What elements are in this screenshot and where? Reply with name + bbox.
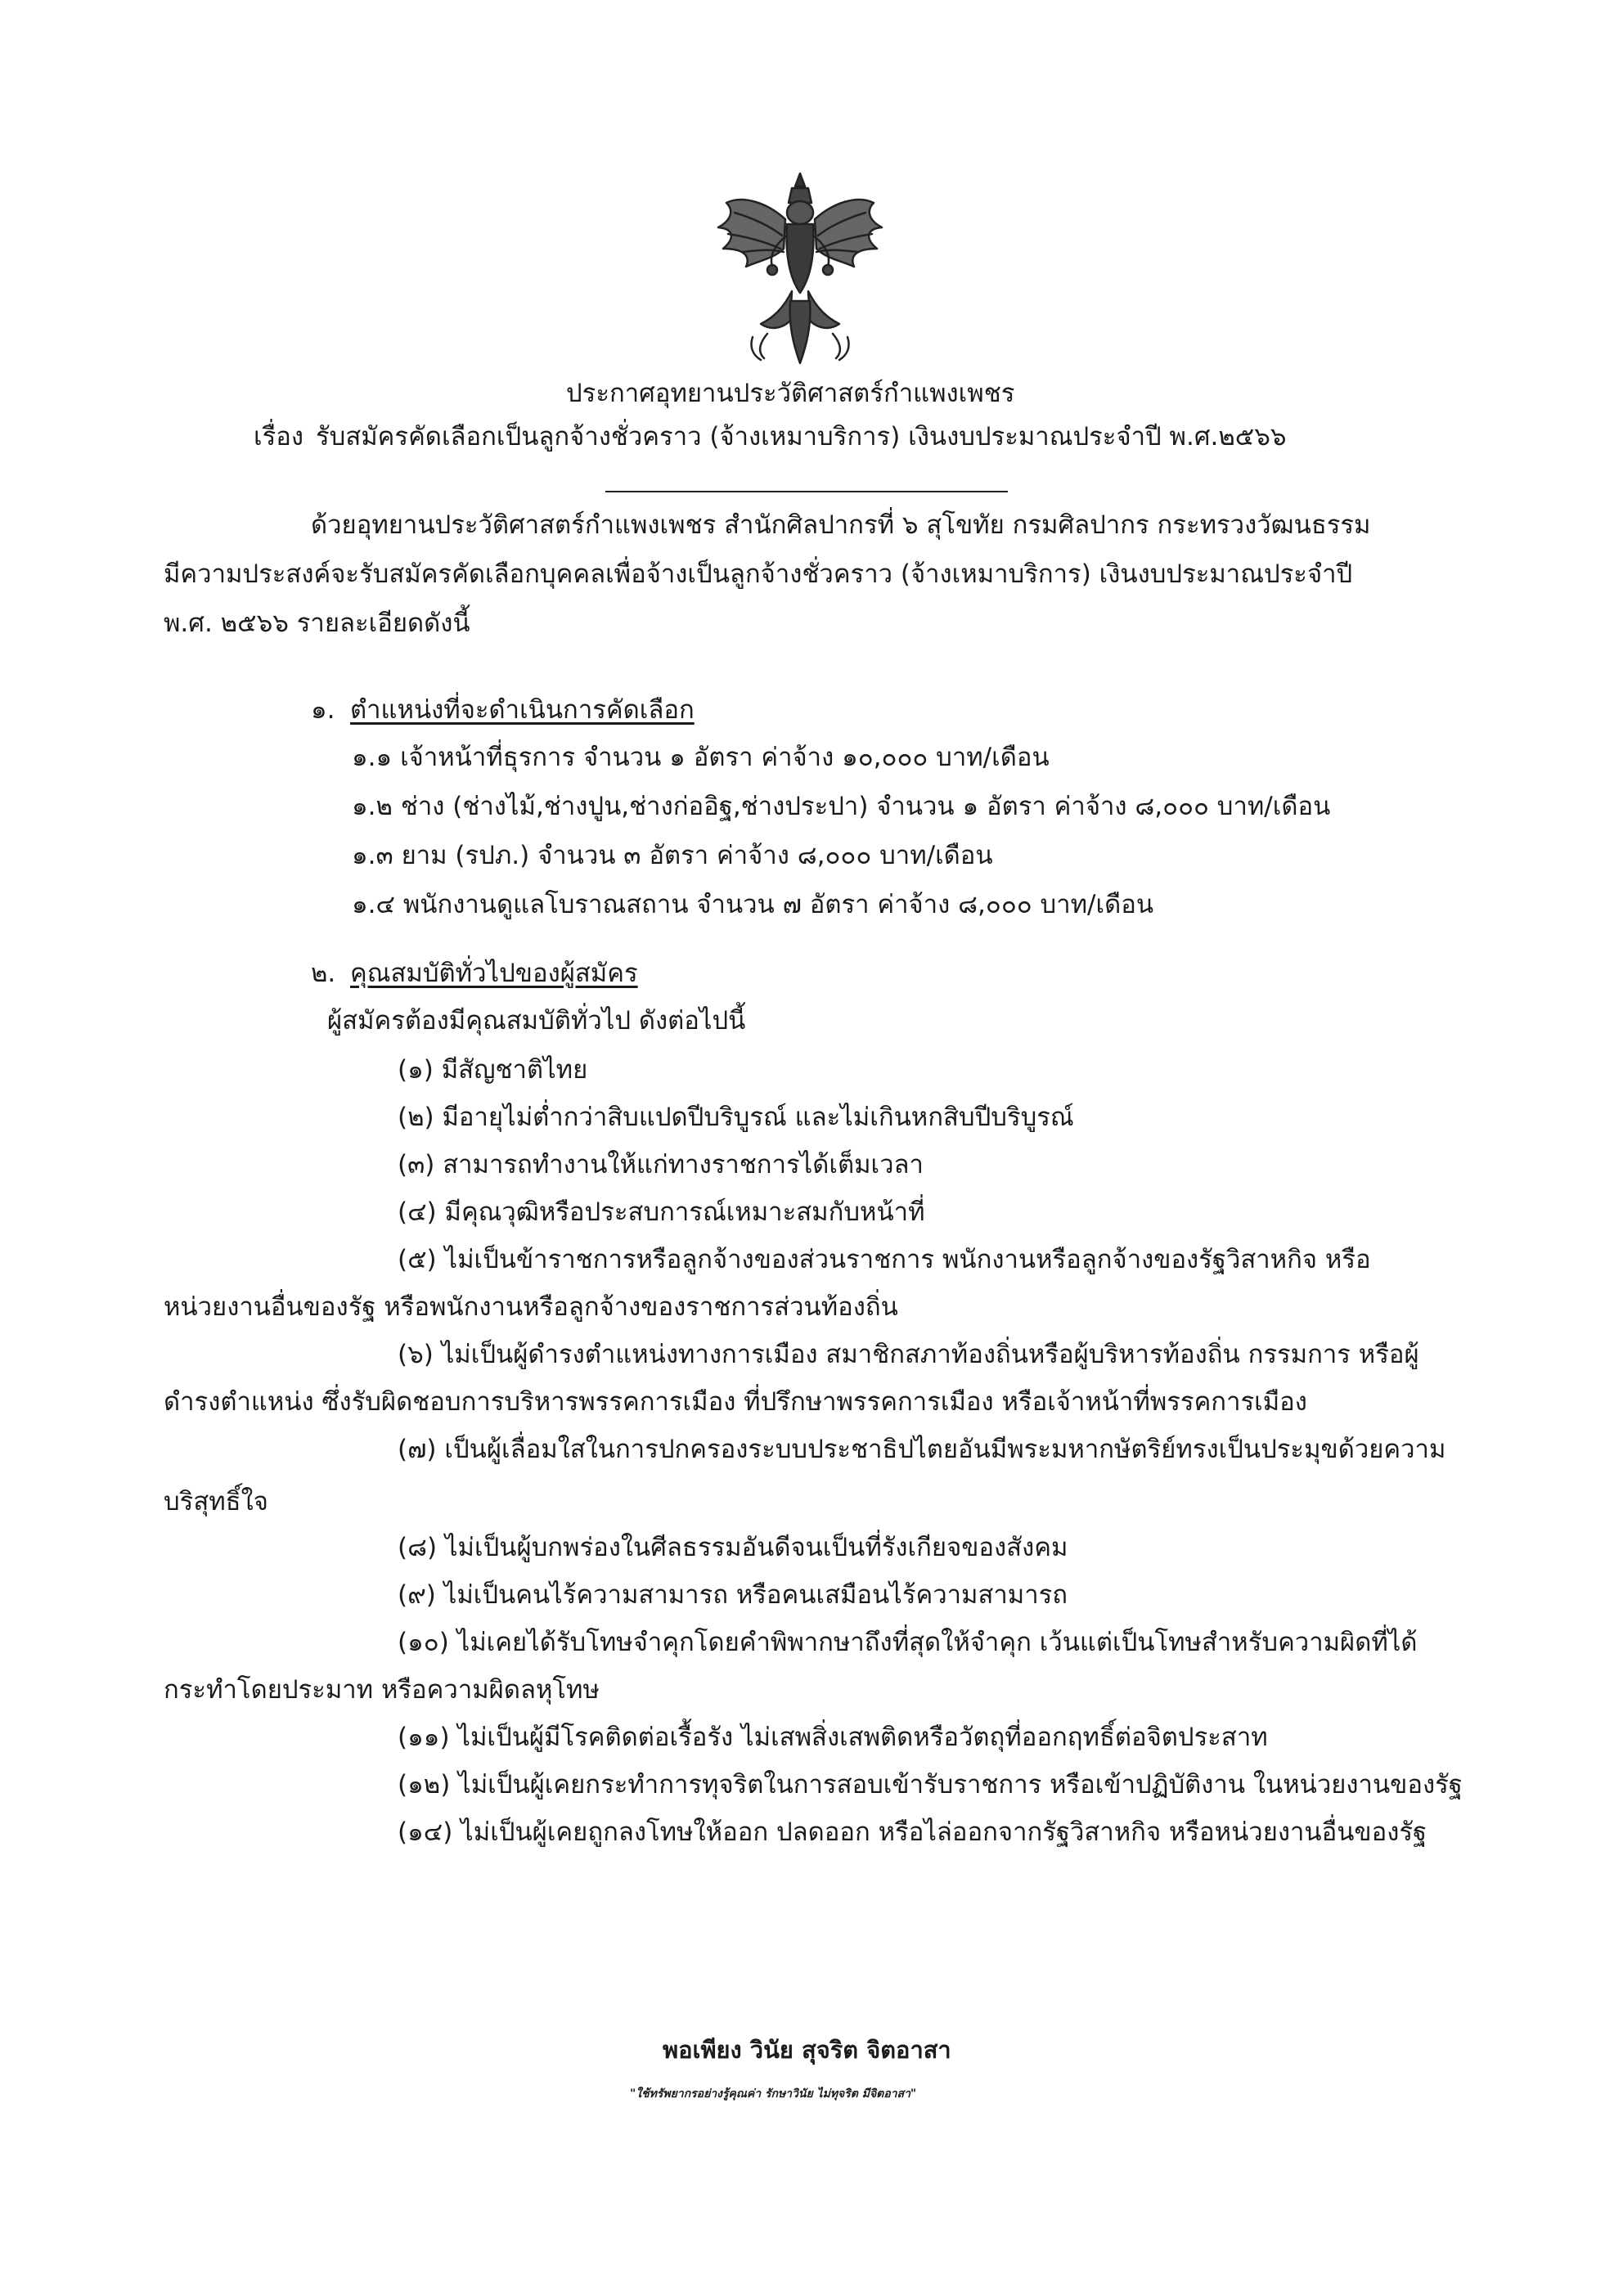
intro-line-1: ด้วยอุทยานประวัติศาสตร์กำแพงเพชร สำนักศิลปากรที่ ๖ สุโขทัย กรมศิลปากร กระทรวงวัฒนธรรม <box>311 510 1371 540</box>
title-divider <box>605 491 1008 492</box>
subject-text: รับสมัครคัดเลือกเป็นลูกจ้างชั่วคราว (จ้างเหมาบริการ) เงินงบประมาณประจำปี พ.ศ.๒๕๖๖ <box>316 422 1287 452</box>
position-item: ๑.๔ พนักงานดูแลโบราณสถาน จำนวน ๗ อัตรา ค่าจ้าง ๘,๐๐๐ บาท/เดือน <box>352 890 1154 919</box>
subject-label: เรื่อง <box>254 422 304 452</box>
section-1-number: ๑. <box>311 695 335 725</box>
intro-line-2: มีความประสงค์จะรับสมัครคัดเลือกบุคคลเพื่อจ้างเป็นลูกจ้างชั่วคราว (จ้างเหมาบริการ) เงินงบประมาณประจำปี <box>164 559 1353 589</box>
qualification-item-continued: หน่วยงานอื่นของรัฐ หรือพนักงานหรือลูกจ้างของราชการส่วนท้องถิ่น <box>164 1292 898 1322</box>
qualification-item: (๑๔) ไม่เป็นผู้เคยถูกลงโทษให้ออก ปลดออก หรือไล่ออกจากรัฐวิสาหกิจ หรือหน่วยงานอื่นของรัฐ <box>398 1817 1427 1847</box>
qualification-item: (๓) สามารถทำงานให้แก่ทางราชการได้เต็มเวลา <box>398 1150 924 1179</box>
announcement-title: ประกาศอุทยานประวัติศาสตร์กำแพงเพชร <box>566 379 1015 408</box>
qualification-item: (๗) เป็นผู้เลื่อมใสในการปกครองระบบประชาธิปไตยอันมีพระมหากษัตริย์ทรงเป็นประมุขด้วยความ <box>398 1435 1446 1464</box>
qualification-item: (๘) ไม่เป็นผู้บกพร่องในศีลธรรมอันดีจนเป็นที่รังเกียจของสังคม <box>398 1533 1068 1562</box>
qualification-item: (๑) มีสัญชาติไทย <box>398 1055 588 1085</box>
position-item: ๑.๒ ช่าง (ช่างไม้,ช่างปูน,ช่างก่ออิฐ,ช่างประปา) จำนวน ๑ อัตรา ค่าจ้าง ๘,๐๐๐ บาท/เดือน <box>352 792 1331 821</box>
garuda-emblem <box>710 170 890 366</box>
footer-motto: พอเพียง วินัย สุจริต จิตอาสา <box>663 2036 951 2064</box>
qualification-item: (๒) มีอายุไม่ต่ำกว่าสิบแปดปีบริบูรณ์ และไม่เกินหกสิบปีบริบูรณ์ <box>398 1103 1074 1132</box>
section-2-number: ๒. <box>311 959 336 988</box>
qualification-item: (๑๑) ไม่เป็นผู้มีโรคติดต่อเรื้อรัง ไม่เสพสิ่งเสพติดหรือวัตถุที่ออกฤทธิ์ต่อจิตประสาท <box>398 1723 1268 1752</box>
qualifications-lead: ผู้สมัครต้องมีคุณสมบัติทั่วไป ดังต่อไปนี้ <box>327 1006 746 1036</box>
position-item: ๑.๓ ยาม (รปภ.) จำนวน ๓ อัตรา ค่าจ้าง ๘,๐๐๐ บาท/เดือน <box>352 841 993 870</box>
qualification-item-continued: กระทำโดยประมาท หรือความผิดลหุโทษ <box>164 1675 600 1705</box>
intro-line-3: พ.ศ. ๒๕๖๖ รายละเอียดดังนี้ <box>164 609 470 638</box>
section-1-heading: ตำแหน่งที่จะดำเนินการคัดเลือก <box>350 695 695 725</box>
qualification-item: (๖) ไม่เป็นผู้ดำรงตำแหน่งทางการเมือง สมาชิกสภาท้องถิ่นหรือผู้บริหารท้องถิ่น กรรมการ หรือผู้ <box>398 1340 1419 1369</box>
qualification-item: (๑๐) ไม่เคยได้รับโทษจำคุกโดยคำพิพากษาถึงที่สุดให้จำคุก เว้นแต่เป็นโทษสำหรับความผิดที่ได้ <box>398 1628 1418 1657</box>
qualification-item: (๑๒) ไม่เป็นผู้เคยกระทำการทุจริตในการสอบเข้ารับราชการ หรือเข้าปฏิบัติงาน ในหน่วยงานของรัฐ <box>398 1770 1463 1800</box>
section-2-heading: คุณสมบัติทั่วไปของผู้สมัคร <box>350 959 638 988</box>
footer-motto-subtitle: "ใช้ทรัพยากรอย่างรู้คุณค่า รักษาวินัย ไม่ทุจริต มีจิตอาสา" <box>630 2087 917 2101</box>
qualification-item-continued: บริสุทธิ์ใจ <box>164 1487 268 1516</box>
position-item: ๑.๑ เจ้าหน้าที่ธุรการ จำนวน ๑ อัตรา ค่าจ้าง ๑๐,๐๐๐ บาท/เดือน <box>352 743 1050 772</box>
qualification-item: (๙) ไม่เป็นคนไร้ความสามารถ หรือคนเสมือนไร้ความสามารถ <box>398 1580 1068 1610</box>
qualification-item: (๔) มีคุณวุฒิหรือประสบการณ์เหมาะสมกับหน้าที่ <box>398 1197 925 1227</box>
qualification-item: (๕) ไม่เป็นข้าราชการหรือลูกจ้างของส่วนราชการ พนักงานหรือลูกจ้างของรัฐวิสาหกิจ หรือ <box>398 1245 1371 1274</box>
qualification-item-continued: ดำรงตำแหน่ง ซึ่งรับผิดชอบการบริหารพรรคการเมือง ที่ปรึกษาพรรคการเมือง หรือเจ้าหน้าที่พรรคการเมือง <box>164 1387 1307 1417</box>
